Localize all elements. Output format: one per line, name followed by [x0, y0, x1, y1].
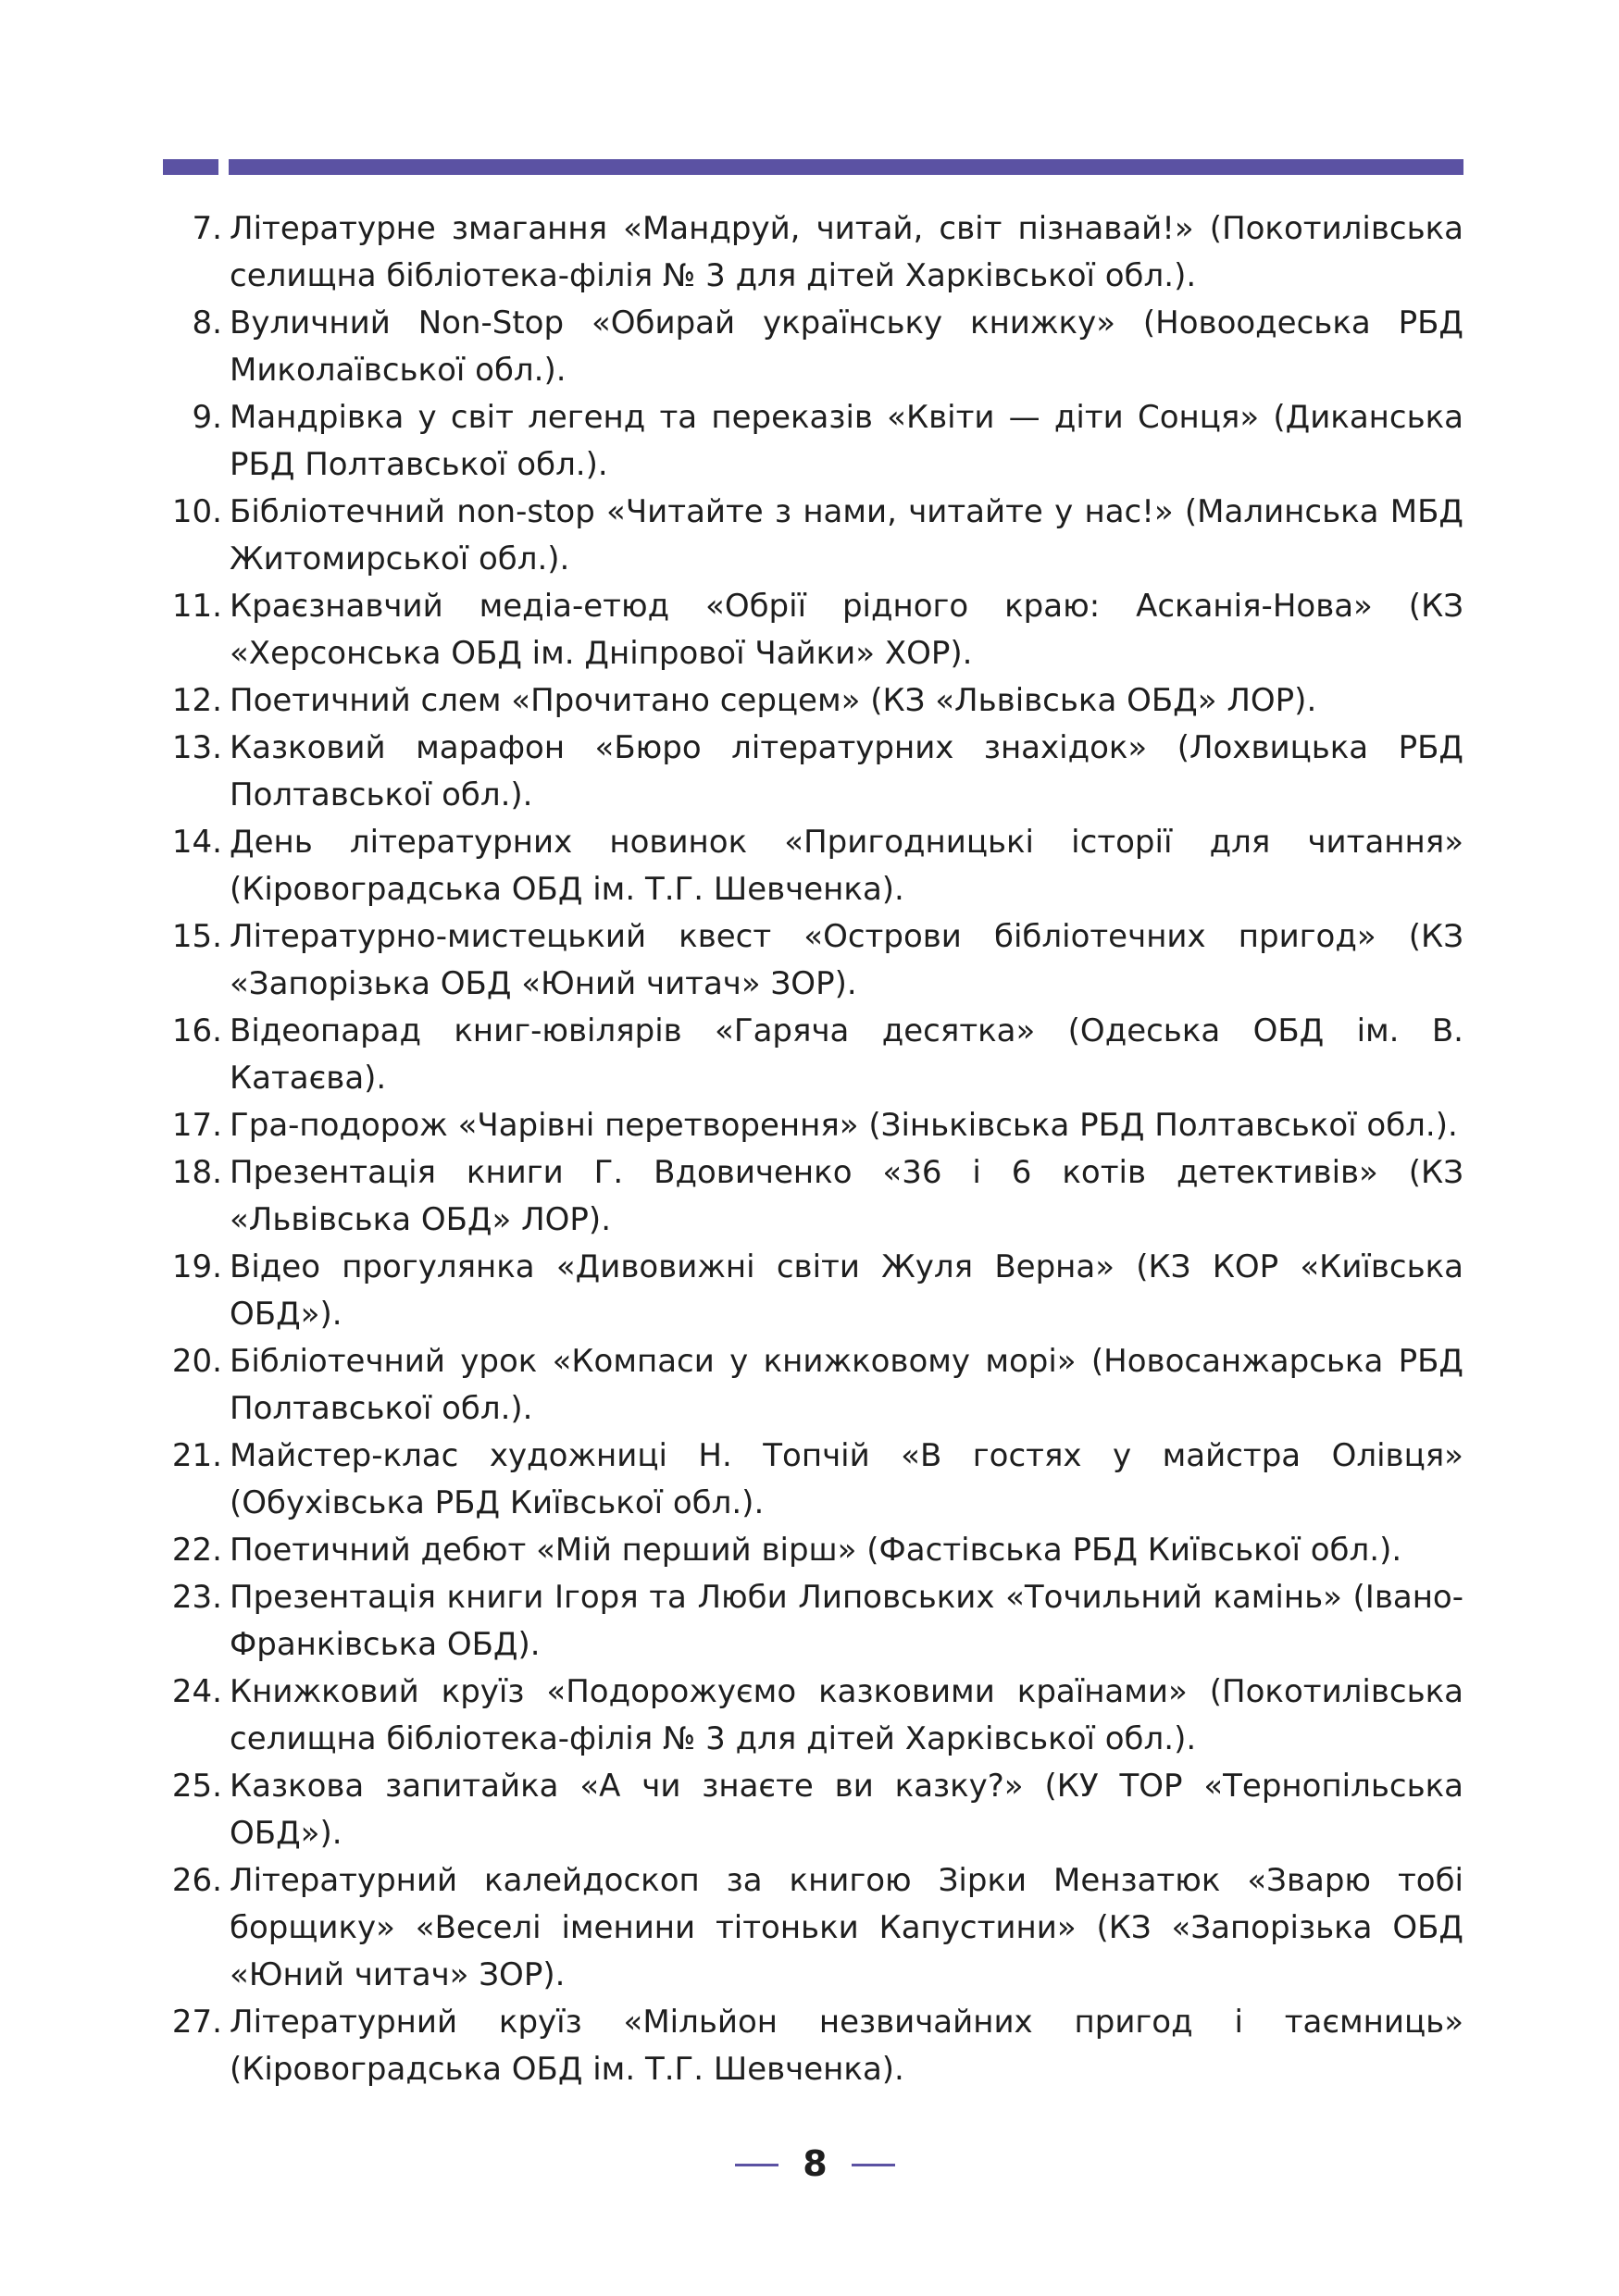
- list-item: [157, 1574, 1463, 1669]
- list-item: [157, 913, 1463, 1008]
- list-item-number: 14.: [171, 824, 222, 861]
- list-item: [157, 205, 1463, 300]
- list-item-text: Майстер-клас художниці Н. Топчій «В гостях у майстра Олівця» (Обухівська РБД Київської обл.).: [230, 1437, 1463, 1521]
- list-item-number: 22.: [171, 1532, 222, 1569]
- list-item-number: 26.: [171, 1862, 222, 1899]
- list-item-text: Поетичний слем «Прочитано серцем» (КЗ «Львівська ОБД» ЛОР).: [230, 682, 1317, 719]
- list-item-number: 27.: [171, 2004, 222, 2041]
- list-item: [157, 489, 1463, 583]
- list-item: [157, 394, 1463, 489]
- list-item-number: 9.: [192, 399, 222, 436]
- list-item: [157, 1999, 1463, 2093]
- list-item: [157, 300, 1463, 394]
- footer-rule-right: [852, 2164, 895, 2166]
- list-item-number: 18.: [171, 1154, 222, 1191]
- list-item-text: Книжковий круїз «Подорожуємо казковими країнами» (Покотилівська селищна бібліотека-філія № 3 для дітей Харківської обл.).: [230, 1673, 1463, 1757]
- footer-rule-left: [735, 2164, 778, 2166]
- list-item-number: 13.: [171, 729, 222, 766]
- list-item: [157, 1149, 1463, 1244]
- list-item: [157, 1763, 1463, 1857]
- list-item: [157, 1669, 1463, 1763]
- list-item-number: 19.: [171, 1248, 222, 1285]
- list-item: [157, 677, 1463, 725]
- list-item-number: 24.: [171, 1673, 222, 1710]
- list-item-text: Літературно-мистецький квест «Острови бібліотечних пригод» (КЗ «Запорізька ОБД «Юний читач» ЗОР).: [230, 918, 1463, 1002]
- list-item: [157, 725, 1463, 819]
- page-footer: [0, 2136, 1619, 2191]
- list-item-number: 21.: [171, 1437, 222, 1474]
- list-item-number: 16.: [171, 1012, 222, 1049]
- list-item: [157, 1527, 1463, 1574]
- list-item-text: Казкова запитайка «А чи знаєте ви казку?» (КУ ТОР «Тернопільська ОБД»).: [230, 1768, 1463, 1852]
- page-number: 8: [803, 2143, 828, 2184]
- list-item-text: Відеопарад книг-ювілярів «Гаряча десятка» (Одеська ОБД ім. В. Катаєва).: [230, 1012, 1463, 1097]
- header-accent-bar-short: [163, 159, 218, 175]
- list-item-text: Бібліотечний урок «Компаси у книжковому морі» (Новосанжарська РБД Полтавської обл.).: [230, 1343, 1463, 1427]
- list-item-text: Гра-подорож «Чарівні перетворення» (Зіньківська РБД Полтавської обл.).: [230, 1107, 1458, 1144]
- list-item-number: 23.: [171, 1579, 222, 1616]
- list-item-number: 10.: [171, 493, 222, 530]
- list-item-text: Краєзнавчий медіа-етюд «Обрії рідного краю: Асканія-Нова» (КЗ «Херсонська ОБД ім. Дніпрової Чайки» ХОР).: [230, 588, 1463, 672]
- list-item: [157, 583, 1463, 677]
- list-item-number: 8.: [192, 304, 222, 341]
- list-item: [157, 1857, 1463, 1999]
- header-accent-bar-long: [229, 159, 1463, 175]
- list-item-text: Відео прогулянка «Дивовижні світи Жуля Верна» (КЗ КОР «Київська ОБД»).: [230, 1248, 1463, 1333]
- list-item-number: 15.: [171, 918, 222, 955]
- list-item-text: Літературне змагання «Мандруй, читай, світ пізнавай!» (Покотилівська селищна бібліотека-філія № 3 для дітей Харківської обл.).: [230, 210, 1463, 294]
- list-item-text: Презентація книги Ігоря та Люби Липовських «Точильний камінь» (Івано-Франківська ОБД).: [230, 1579, 1463, 1663]
- list-item: [157, 1008, 1463, 1102]
- list-item-text: Мандрівка у світ легенд та переказів «Квіти — діти Сонця» (Диканська РБД Полтавської обл.).: [230, 399, 1463, 483]
- list-item-text: Літературний круїз «Мільйон незвичайних пригод і таємниць» (Кіровоградська ОБД ім. Т.Г. Шевченка).: [230, 2004, 1463, 2088]
- list-item-number: 20.: [171, 1343, 222, 1380]
- list-item: [157, 819, 1463, 913]
- list-item: [157, 1338, 1463, 1433]
- list-item: [157, 1102, 1463, 1149]
- list-item-number: 25.: [171, 1768, 222, 1805]
- list-item-text: Поетичний дебют «Мій перший вірш» (Фастівська РБД Київської обл.).: [230, 1532, 1402, 1569]
- list-item-number: 12.: [171, 682, 222, 719]
- list-item-text: Презентація книги Г. Вдовиченко «36 і 6 котів детективів» (КЗ «Львівська ОБД» ЛОР).: [230, 1154, 1463, 1238]
- events-list: [157, 205, 1463, 2093]
- list-item: [157, 1433, 1463, 1527]
- list-item: [157, 1244, 1463, 1338]
- list-item-text: Казковий марафон «Бюро літературних знахідок» (Лохвицька РБД Полтавської обл.).: [230, 729, 1463, 813]
- list-item-text: Бібліотечний non-stop «Читайте з нами, читайте у нас!» (Малинська МБД Житомирської обл.).: [230, 493, 1463, 577]
- list-item-number: 11.: [171, 588, 222, 625]
- list-item-text: Літературний калейдоскоп за книгою Зірки Мензатюк «Зварю тобі борщику» «Веселі іменини тітоньки Капустини» (КЗ «Запорізька ОБД «Юний читач» ЗОР).: [230, 1862, 1463, 1993]
- list-item-number: 7.: [192, 210, 222, 247]
- list-item-text: День літературних новинок «Пригодницькі історії для читання» (Кіровоградська ОБД ім. Т.Г. Шевченка).: [230, 824, 1463, 908]
- list-item-number: 17.: [171, 1107, 222, 1144]
- list-item-text: Вуличний Non-Stop «Обирай українську книжку» (Новоодеська РБД Миколаївської обл.).: [230, 304, 1463, 389]
